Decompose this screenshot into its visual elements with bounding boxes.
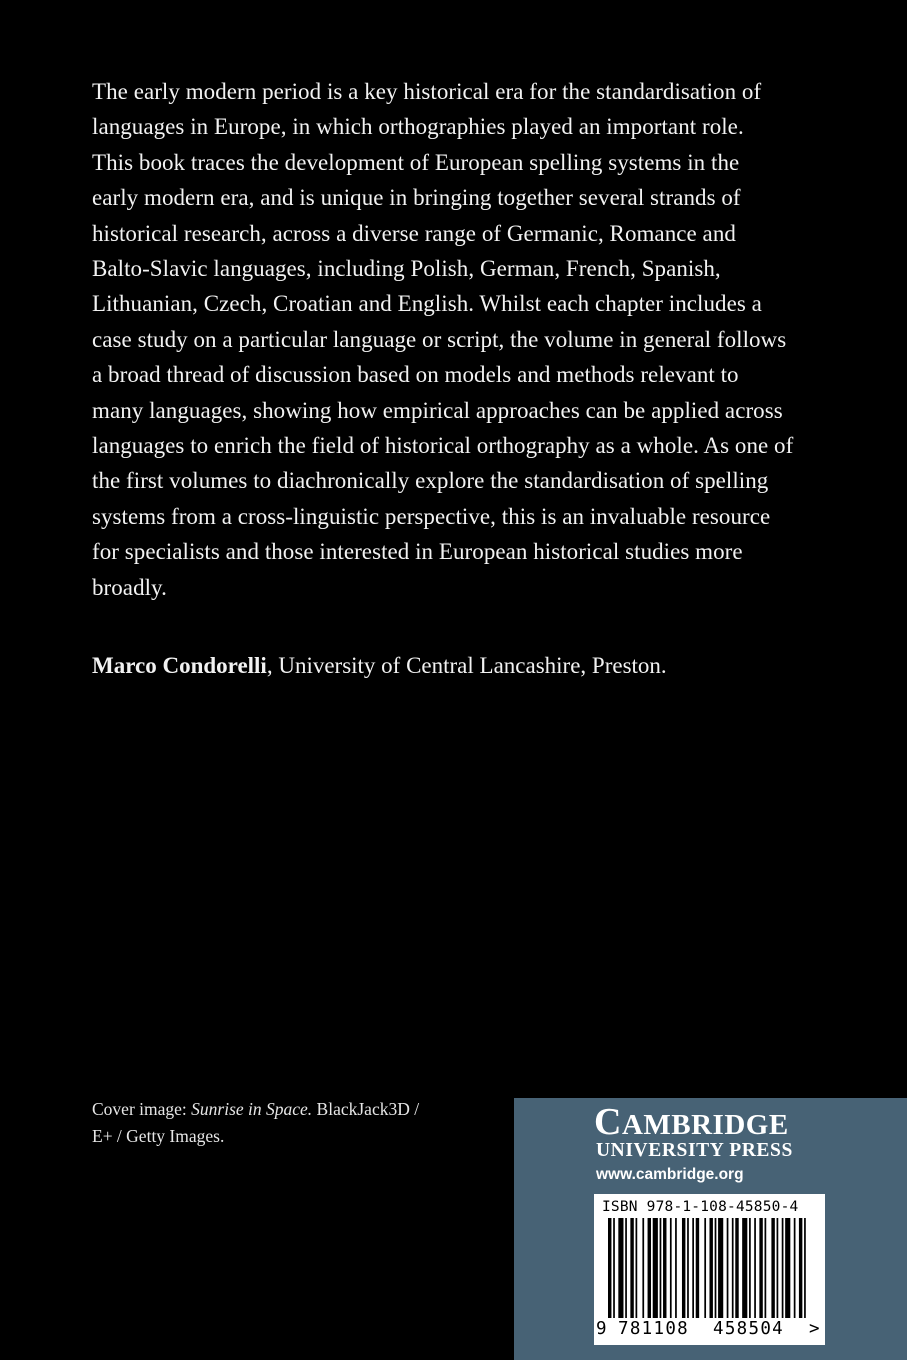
barcode-digits-right: 458504 [713, 1319, 785, 1339]
barcode-bar [613, 1218, 615, 1318]
publisher-subtitle: UNIVERSITY PRESS [596, 1140, 793, 1161]
blurb-line: historical research, across a diverse range of Germanic, Romance and [92, 220, 736, 246]
barcode-bar [660, 1218, 662, 1318]
author-name: Marco Condorelli [92, 653, 267, 678]
publisher-name-initial: C [594, 1101, 622, 1143]
barcode-bar [709, 1218, 712, 1318]
credit-prefix: Cover image: [92, 1099, 192, 1119]
barcode-bar [608, 1218, 611, 1318]
barcode-bar [771, 1218, 774, 1318]
blurb-line: case study on a particular language or script, the volume in general follows [92, 326, 787, 352]
isbn-label: ISBN 978-1-108-45850-4 [602, 1199, 799, 1215]
publisher-url: www.cambridge.org [596, 1166, 744, 1183]
barcode-bar [727, 1218, 729, 1318]
blurb-line: Balto-Slavic languages, including Polish, German, French, Spanish, [92, 256, 721, 282]
blurb-line: languages to enrich the field of historical orthography as a whole. As one of [92, 433, 794, 459]
barcode-bar [765, 1218, 767, 1318]
blurb-text [92, 74, 792, 605]
blurb-line: many languages, showing how empirical approaches can be applied across [92, 397, 783, 423]
barcode-bar [777, 1218, 779, 1318]
barcode-bar [715, 1218, 717, 1318]
barcode-bar [799, 1218, 802, 1318]
barcode-bar [742, 1218, 747, 1318]
barcode-bar [718, 1218, 723, 1318]
barcode-bar [785, 1218, 790, 1318]
barcode-bar [794, 1218, 796, 1318]
barcode-bar [636, 1218, 638, 1318]
credit-line-1 [92, 1096, 419, 1123]
blurb-line: a broad thread of discussion based on models and methods relevant to [92, 362, 739, 388]
barcode-digits-left: 781108 [618, 1319, 690, 1339]
credit-title: Sunrise in Space. [191, 1099, 313, 1119]
blurb-line: languages in Europe, in which orthographies played an important role. [92, 114, 744, 140]
barcode-bars-icon [594, 1218, 825, 1322]
blurb-line: early modern era, and is unique in bringing together several strands of [92, 185, 741, 211]
barcode-bar [663, 1218, 666, 1318]
barcode-bar [735, 1218, 738, 1318]
cover-image-credit [92, 1096, 419, 1150]
barcode-bar [759, 1218, 762, 1318]
blurb-line: systems from a cross-linguistic perspective, this is an invaluable resource [92, 503, 771, 529]
blurb-line: the first volumes to diachronically explore the standardisation of spelling [92, 468, 769, 494]
publisher-name-rest: AMBRIDGE [621, 1109, 789, 1141]
barcode-bar [732, 1218, 734, 1318]
barcode-bar [704, 1218, 706, 1318]
publisher-panel [514, 1098, 907, 1360]
barcode-bar [682, 1218, 685, 1318]
blurb-line: This book traces the development of European spelling systems in the [92, 149, 740, 175]
barcode-bar [782, 1218, 784, 1318]
blurb-line: broadly. [92, 574, 167, 600]
barcode-bar [696, 1218, 699, 1318]
barcode-digits [596, 1317, 825, 1341]
barcode-bar [618, 1218, 623, 1318]
barcode-bar [630, 1218, 633, 1318]
barcode-bar [692, 1218, 694, 1318]
barcode-end-marker: > [809, 1319, 820, 1339]
barcode-bar [675, 1218, 677, 1318]
author-credit [92, 648, 667, 683]
barcode-bar [670, 1218, 672, 1318]
barcode-bar [648, 1218, 651, 1318]
barcode-bar [642, 1218, 644, 1318]
publisher-logo [594, 1102, 789, 1145]
isbn-barcode [594, 1194, 825, 1345]
barcode-bar [754, 1218, 756, 1318]
barcode-bar [653, 1218, 658, 1318]
blurb-line: Lithuanian, Czech, Croatian and English. Whilst each chapter includes a [92, 291, 762, 317]
blurb-line: for specialists and those interested in European historical studies more [92, 539, 743, 565]
credit-suffix: BlackJack3D / [312, 1099, 420, 1119]
author-affiliation: , University of Central Lancashire, Preston. [266, 653, 667, 678]
blurb-line: The early modern period is a key historical era for the standardisation of [92, 79, 762, 104]
barcode-bar [749, 1218, 751, 1318]
barcode-bar [687, 1218, 689, 1318]
barcode-bar [804, 1218, 806, 1318]
barcode-bar [625, 1218, 627, 1318]
credit-line-2: E+ / Getty Images. [92, 1126, 225, 1146]
barcode-digit-first: 9 [596, 1319, 607, 1339]
